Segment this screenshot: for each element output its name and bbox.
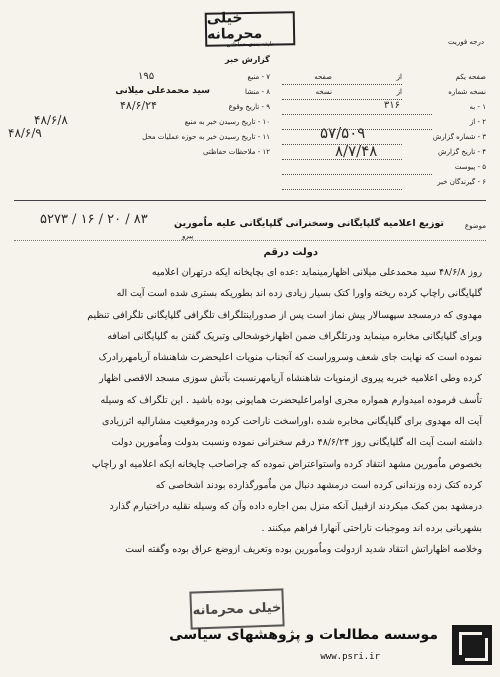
- field-news-to-source-value: ۴۸/۶/۸: [34, 113, 68, 127]
- report-title: گزارش خبر: [225, 55, 270, 64]
- priority-label: درجه فوریت: [448, 38, 484, 46]
- field-occur-date-label: ۹ - تاریخ وقوع: [228, 103, 270, 111]
- field-news-to-ops-value: ۴۸/۶/۹: [8, 126, 42, 140]
- field-recipients-label: ۶ - گیرندگان خبر: [437, 178, 486, 186]
- body-line: نموده است که نهایت جای شعف وسروراست که آنجناب منویات اعلیحضرت شاهنشاه آریامهررادرک: [98, 352, 482, 364]
- bottom-classification-stamp: خیلی محرمانه: [189, 588, 284, 629]
- field-security-notes-label: ۱۲ - ملاحظات حفاظتی: [203, 148, 270, 156]
- field-occur-date-value: ۴۸/۶/۲۴: [120, 99, 157, 112]
- field-page-mid: از: [396, 73, 402, 81]
- body-line: تاٌسف فرموده امیدوارم همواره مجری اوامراعلیحضرت همایونی بوده باشید . این تلگراف که وسیله: [100, 394, 482, 406]
- field-report-no-value: ۵۷/۵۰۹: [320, 124, 366, 142]
- field-report-date-label: ۴ - تاریخ گزارش: [438, 148, 486, 156]
- salutation: دولت درقم: [263, 247, 318, 258]
- body-line: وبرای گلپایگانی مخابره مینماید ودرتلگراف ضمن اظهارخوشحالی وتبریک گفتن به گلپایگانی اضافه: [107, 330, 482, 342]
- field-from-label: ۲ - از: [469, 118, 486, 126]
- subject-number: ۵۲۷۳ / ۱۶ / ۲۰ / ۸۳: [40, 212, 148, 227]
- field-origin-value: سید محمدعلی میلانی: [115, 86, 210, 96]
- field-copy-end: نسخه: [315, 88, 332, 96]
- body-line: کرده وطی اعلامیه خبربه پیروی ازمنویات شاهنشاه آریامهرنسبت بآتش سوزی مسجد الاقصی اظهار: [99, 373, 482, 385]
- field-to-value: ۳۱۶: [383, 100, 400, 111]
- body-line: آیت اله مهدوی برای گلپایگانی مخابره شده ،اوراسخت ناراحت کرده ودرموقعیت مشارالیه اثرزیادی: [102, 416, 482, 428]
- body-line: داشته است آیت اله گلپایگانی روز ۴۸/۶/۲۴ درقم سخنرانی نموده ونسبت بدولت وماٌمورین دولت: [111, 437, 482, 449]
- body-line: بشهربانی برده اند وموجبات ناراحتی آنهارا فراهم میکنند .: [261, 522, 482, 534]
- stamp-text: خیلی محرمانه: [206, 10, 263, 43]
- header-divider: [14, 200, 486, 201]
- body-line: وخلاصه اظهاراتش انتقاد شدید ازدولت وماٌمورین بوده وتعریف ازوضع عراق بوده وگفته است: [125, 543, 482, 555]
- body-text: [16, 262, 482, 560]
- field-page-label: صفحه یکم: [455, 73, 486, 81]
- subject-text: توزیع اعلامیه گلپایگانی وسخنرانی گلپایگانی علیه ماٌمورین: [174, 218, 444, 229]
- body-line: کرده کتک زده وزندانی کرده است درمشهد دنبال من ماٌمورگذارده بودند اشخاصی که: [155, 479, 482, 491]
- field-source-value: ۱۹۵: [138, 71, 155, 82]
- field-source-label: ۷ - منبع: [247, 73, 270, 81]
- stamp-subtext: طبقه بندی حفاظتی: [226, 40, 275, 49]
- body-line: درمشهد بمن کمک میکردند ازقبیل آنکه منزل بمن اجاره داده وآن که وسیله نقلیه دراختیارم گذارد: [109, 501, 482, 513]
- field-report-no-label: ۳ - شماره گزارش: [432, 133, 486, 141]
- body-line: گلپایگانی راچاپ کرده ریخته واورا کتک بسیار زیادی زده اند بطوریکه بستری شده است آیت اله: [116, 288, 482, 300]
- classification-stamp: [205, 11, 296, 47]
- watermark-org: موسسه مطالعات و پژوهشهای سیاسی: [169, 627, 438, 643]
- field-copy-mid: از: [396, 88, 402, 96]
- subject-label: موضوع: [464, 222, 486, 230]
- attach-label: پیرو: [182, 232, 194, 240]
- field-copy-label: نسخه شماره: [448, 88, 486, 96]
- field-report-date-value: ۸/۷/۴۸: [335, 142, 378, 160]
- field-to-label: ۱ - به: [469, 103, 486, 111]
- institute-logo-icon: [452, 625, 492, 665]
- field-news-to-ops-label: ۱۱ - تاریخ رسیدن خبر به حوزه عملیات محل: [142, 133, 270, 141]
- field-page-end: صفحه: [314, 73, 332, 81]
- subject-divider: [14, 240, 486, 241]
- field-origin-label: ۸ - منشا: [245, 88, 270, 96]
- field-news-to-source-label: ۱۰ - تاریخ رسیدن خبر به منبع: [184, 118, 270, 126]
- body-line: مهدوی که درمسجد سپهسالار پیش نماز است پس از صدوراینتلگراف تلگرافی گلپایگانی تلگرافی تنظیم: [87, 309, 482, 321]
- body-line: بخصوص ماٌمورین مشهد انتقاد کرده واستواعتراض نموده که چراصاحب چاپخانه ایکه اعلامیه او راچاپ: [91, 458, 482, 470]
- watermark-url: www.psri.ir: [320, 652, 380, 662]
- field-attachment-label: ۵ - پیوست: [454, 163, 486, 171]
- body-line: روز ۴۸/۶/۸ سید محمدعلی میلانی اظهارمینماید :عده ای بچاپخانه ایکه درتهران اعلامیه: [151, 267, 482, 278]
